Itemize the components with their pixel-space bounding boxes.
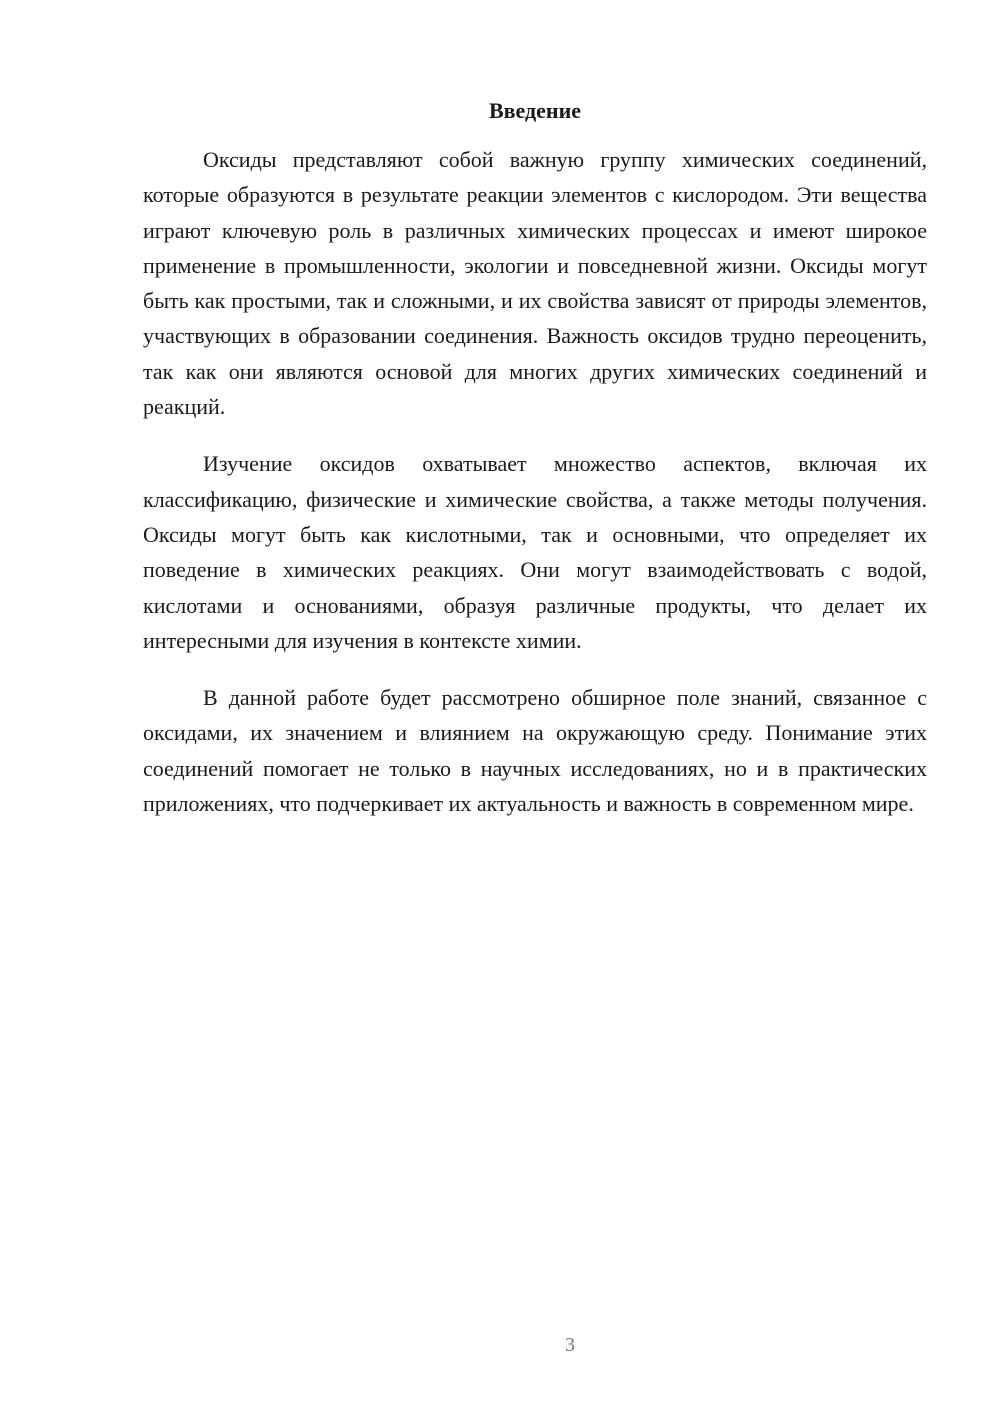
page-number: 3	[565, 1334, 575, 1356]
paragraph-2: Изучение оксидов охватывает множество аспектов, включая их классификацию, физические и химические свойства, а также методы получения. Оксиды могут быть как кислотными, так и основными, что определяет их поведение в химических реакциях. Они могут взаимодействовать с водой, кислотами и основаниями, образуя различные продукты, что делает их интересными для изучения в контексте химии.	[143, 451, 927, 653]
section-title: Введение	[488, 98, 582, 123]
paragraph-3: В данной работе будет рассмотрено обширное поле знаний, связанное с оксидами, их значением и влиянием на окружающую среду. Понимание этих соединений помогает не только в научных исследованиях, но и в практических приложениях, что подчеркивает их актуальность и важность в современном мире.	[143, 685, 927, 817]
paragraph-1: Оксиды представляют собой важную группу химических соединений, которые образуются в результате реакции элементов с кислородом. Эти вещества играют ключевую роль в различных химических процессах и имеют широкое применение в промышленности, экологии и повседневной жизни. Оксиды могут быть как простыми, так и сложными, и их свойства зависят от природы элементов, участвующих в образовании соединения. Важность оксидов трудно переоценить, так как они являются основой для многих других химических соединений и реакций.	[143, 147, 927, 420]
body-text	[143, 142, 927, 843]
